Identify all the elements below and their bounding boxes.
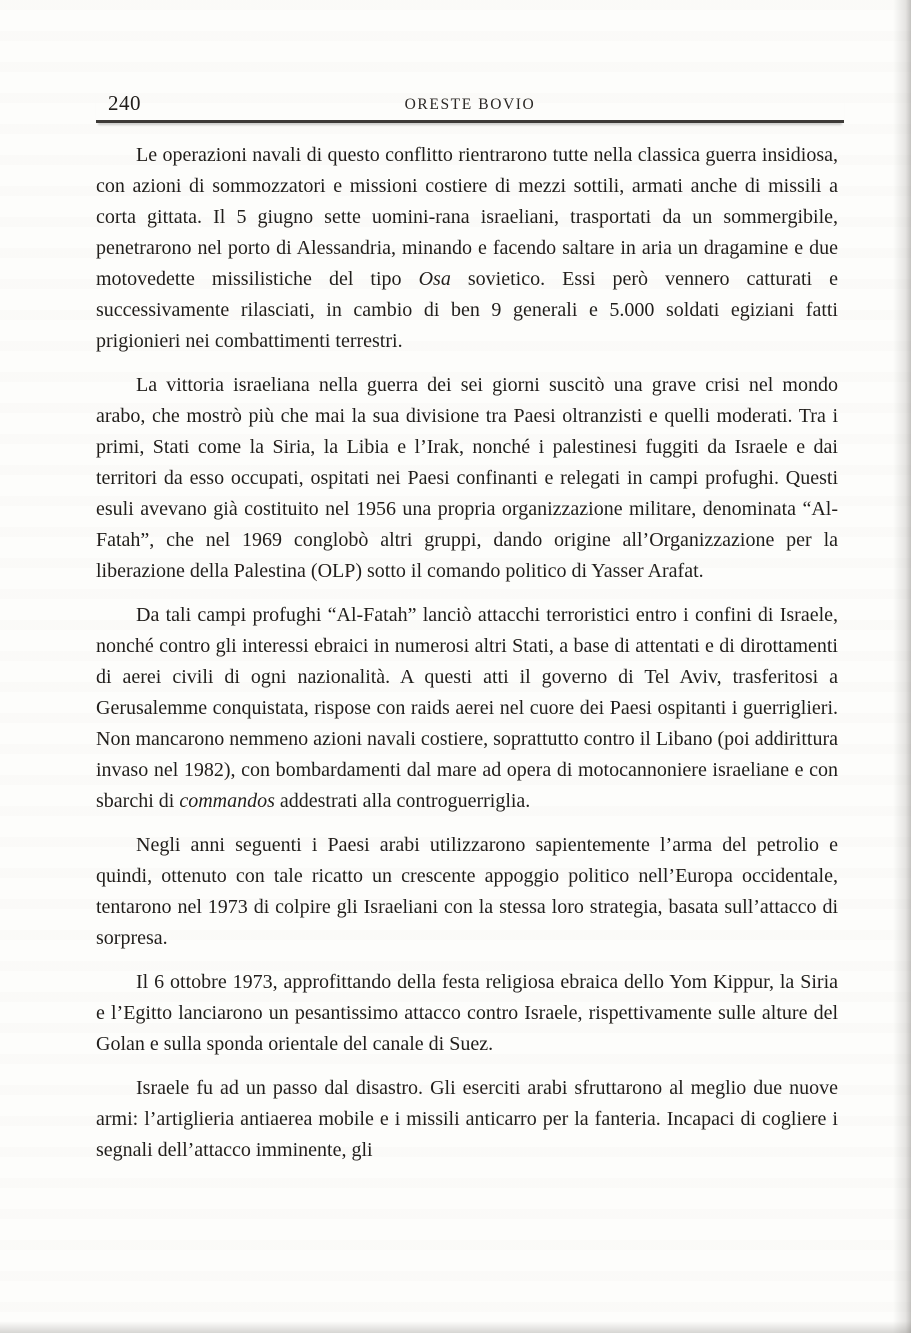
scan-edge-right (893, 0, 911, 1333)
text-segment: Negli anni seguenti i Paesi arabi utilizzarono sapientemente l’arma del petrolio e quindi, ottenuto con tale ricatto un crescente appoggio politico nell’Europa occidentale, tentarono nel 1973 di colpire gli Israeliani con la stessa loro strategia, basata sull’attacco di sorpresa. (96, 834, 838, 949)
scan-edge-bottom (0, 1321, 911, 1333)
text-segment: La vittoria israeliana nella guerra dei sei giorni suscitò una grave crisi nel mondo arabo, che mostrò più che mai la sua divisione tra Paesi oltranzisti e quelli moderati. Tra i primi, Stati come la Siria, la Libia e l’Irak, nonché i palestinesi fuggiti da Israele e dai territori da esso occupati, ospitati nei Paesi confinanti e relegati in campi profughi. Questi esuli avevano già costituito nel 1956 una propria organizzazione militare, denominata “Al-Fatah”, che nel 1969 conglobò altri gruppi, dando origine all’Organizzazione per la liberazione della Palestina (OLP) sotto il comando politico di Yasser Arafat. (96, 374, 838, 582)
text-segment: Le operazioni navali di questo conflitto rientrarono tutte nella classica guerra insidiosa, con azioni di sommozzatori e missioni costiere di mezzi sottili, armati anche di missili a corta gittata. Il 5 giugno sette uomini-rana israeliani, trasportati da un sommergibile, penetrarono nel porto di Alessandria, minando e facendo saltare in aria un dragamine e due motovedette missilistiche del tipo (96, 144, 838, 290)
italic-text: Osa (418, 268, 451, 290)
text-segment: sovietico. Essi però vennero catturati e successivamente rilasciati, in cambio di ben 9 generali e 5.000 soldati egiziani fatti prigionieri nei combattimenti terrestri. (96, 268, 838, 352)
page-header (96, 86, 844, 123)
paragraph (96, 600, 838, 817)
page-body (96, 140, 838, 1179)
text-segment: Da tali campi profughi “Al-Fatah” lanciò attacchi terroristici entro i confini di Israele, nonché contro gli interessi ebraici in numerosi altri Stati, a base di attentati e di dirottamenti di aerei civili di ogni nazionalità. A questi atti il governo di Tel Aviv, trasferitosi a Gerusalemme conquistata, rispose con raids aerei nel cuore dei Paesi ospitanti i guerriglieri. Non mancarono nemmeno azioni navali costiere, soprattutto contro il Libano (poi addirittura invaso nel 1982), con bombardamenti dal mare ad opera di motocannoniere israeliane e con sbarchi di (96, 604, 839, 812)
paragraph (96, 967, 838, 1060)
running-head: ORESTE BOVIO (404, 96, 536, 113)
text-segment: Israele fu ad un passo dal disastro. Gli eserciti arabi sfruttarono al meglio due nuove armi: l’artiglieria antiaerea mobile e i missili anticarro per la fanteria. Incapaci di cogliere i segnali dell’attacco imminente, gli (96, 1077, 838, 1161)
text-segment: Il 6 ottobre 1973, approfittando della festa religiosa ebraica dello Yom Kippur, la Siria e l’Egitto lanciarono un pesantissimo attacco contro Israele, rispettivamente sulle alture del Golan e sulla sponda orientale del canale di Suez. (96, 971, 838, 1055)
paragraph (96, 830, 838, 954)
page-number: 240 (108, 91, 141, 115)
paragraph (96, 370, 838, 587)
paragraph (96, 1073, 838, 1166)
paragraph (96, 140, 838, 357)
text-segment: addestrati alla controguerriglia. (274, 790, 531, 812)
italic-text: commandos (179, 790, 275, 812)
